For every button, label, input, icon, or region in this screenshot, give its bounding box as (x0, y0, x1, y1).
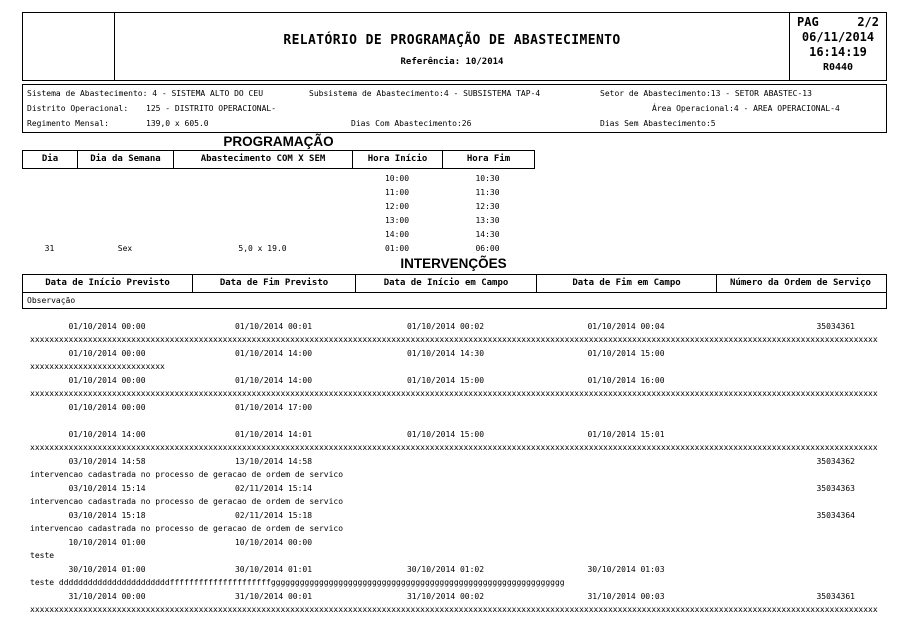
data-fim-previsto: 13/10/2014 14:58 (234, 457, 313, 466)
data-inicio-campo: 30/10/2014 01:02 (406, 565, 485, 574)
data-inicio-previsto: 10/10/2014 01:00 (68, 538, 146, 547)
cell-hora-inicio: 13:00 (384, 216, 410, 225)
pag-value: 2/2 (857, 15, 879, 29)
col-hora-inicio: Hora Início (353, 151, 443, 168)
data-inicio-previsto: 03/10/2014 15:18 (68, 511, 146, 520)
data-inicio-campo: 01/10/2014 00:02 (406, 322, 485, 331)
distrito-operacional-value: 125 - DISTRITO OPERACIONAL- (146, 104, 277, 113)
cell-abastecimento (173, 186, 352, 200)
report-date: 06/11/2014 (801, 30, 875, 44)
data-inicio-campo: 31/10/2014 00:02 (406, 592, 485, 601)
numero-ordem-servico (716, 401, 883, 414)
data-fim-campo: 01/10/2014 15:01 (587, 430, 665, 439)
col-dia: Dia (23, 151, 78, 168)
observacao-text: teste (30, 551, 55, 560)
info-band (22, 84, 887, 133)
cell-abastecimento (173, 214, 352, 228)
cell-dia (22, 186, 77, 200)
programacao-row (22, 172, 535, 186)
intervention-record (22, 455, 909, 482)
pag-label: PAG (797, 15, 819, 29)
cell-hora-inicio: 14:00 (384, 230, 410, 239)
numero-ordem-servico (716, 563, 883, 576)
observacao-text: xxxxxxxxxxxxxxxxxxxxxxxxxxxx (30, 362, 165, 371)
intervention-record (22, 482, 909, 509)
cell-abastecimento (173, 172, 352, 186)
cell-hora-fim: 11:30 (475, 188, 500, 197)
data-inicio-previsto: 01/10/2014 00:00 (68, 349, 146, 358)
intervention-record (22, 401, 909, 428)
data-inicio-previsto: 03/10/2014 15:14 (68, 484, 146, 493)
report-header (22, 12, 887, 81)
data-fim-previsto: 01/10/2014 14:00 (234, 376, 313, 385)
data-inicio-campo (355, 482, 536, 495)
col-data-fim-previsto: Data de Fim Previsto (193, 275, 356, 292)
reference-label: Referência: 10/2014 (400, 57, 504, 67)
col-data-inicio-campo: Data de Início em Campo (356, 275, 537, 292)
data-fim-campo (536, 536, 716, 549)
data-fim-campo (536, 401, 716, 414)
data-fim-campo (536, 509, 716, 522)
regimento-mensal-value: 139,0 x 605.0 (146, 119, 209, 128)
data-inicio-campo: 01/10/2014 14:30 (406, 349, 485, 358)
programacao-row (22, 242, 535, 256)
sistema-abastecimento: Sistema de Abastecimento: 4 - SISTEMA ALTO DO CEU (27, 89, 264, 98)
observacao-text: xxxxxxxxxxxxxxxxxxxxxxxxxxxxxxxxxxxxxxxxxxxxxxxxxxxxxxxxxxxxxxxxxxxxxxxxxxxxxxxxxxxxxxxxxxxxxxxxxxxxxxxxxxxxxxxxxxxxxxxxxxxxxxxxxxxxxxxxxxxxxxxxxxxxxxxxxxxxxxxxxxxxxxxxxxxxxxxx (30, 389, 878, 398)
data-inicio-previsto: 01/10/2014 00:00 (68, 376, 146, 385)
intervention-record (22, 347, 909, 374)
observacao-text: teste dddddddddddddddddddddddfffffffffffffffffffffggggggggggggggggggggggggggggggggggggggggggggggggggggggggggggg (30, 578, 565, 587)
data-fim-campo: 01/10/2014 16:00 (587, 376, 665, 385)
cell-hora-inicio: 12:00 (384, 202, 410, 211)
observacao-text: intervencao cadastrada no processo de geracao de ordem de servico (30, 497, 344, 506)
data-fim-previsto: 01/10/2014 14:01 (234, 430, 313, 439)
cell-dia: 31 (44, 244, 55, 253)
observacao-text: intervencao cadastrada no processo de geracao de ordem de servico (30, 470, 344, 479)
data-inicio-previsto: 01/10/2014 00:00 (68, 403, 146, 412)
cell-hora-inicio: 11:00 (384, 188, 410, 197)
numero-ordem-servico: 35034361 (816, 592, 855, 601)
programacao-row (22, 214, 535, 228)
data-fim-campo: 01/10/2014 00:04 (587, 322, 665, 331)
observacao-text: xxxxxxxxxxxxxxxxxxxxxxxxxxxxxxxxxxxxxxxxxxxxxxxxxxxxxxxxxxxxxxxxxxxxxxxxxxxxxxxxxxxxxxxxxxxxxxxxxxxxxxxxxxxxxxxxxxxxxxxxxxxxxxxxxxxxxxxxxxxxxxxxxxxxxxxxxxxxxxxxxxxxxxxxxxxxxxxx (30, 335, 878, 344)
col-abastecimento: Abastecimento COM X SEM (174, 151, 353, 168)
numero-ordem-servico: 35034362 (816, 457, 855, 466)
cell-dia (22, 214, 77, 228)
data-fim-previsto: 02/11/2014 15:14 (234, 484, 313, 493)
programacao-row (22, 228, 535, 242)
data-inicio-previsto: 30/10/2014 01:00 (68, 565, 146, 574)
cell-abastecimento (173, 228, 352, 242)
cell-dia (22, 200, 77, 214)
col-observacao: Observação (27, 296, 76, 305)
data-inicio-previsto: 01/10/2014 14:00 (68, 430, 146, 439)
intervention-record (22, 563, 909, 590)
data-fim-previsto: 31/10/2014 00:01 (234, 592, 313, 601)
numero-ordem-servico: 35034361 (816, 322, 855, 331)
cell-dia-semana (77, 200, 173, 214)
data-fim-previsto: 01/10/2014 14:00 (234, 349, 313, 358)
numero-ordem-servico (716, 347, 883, 360)
area-operacional: Área Operacional:4 - AREA OPERACIONAL-4 (652, 104, 840, 113)
programacao-row (22, 186, 535, 200)
data-inicio-campo: 01/10/2014 15:00 (406, 430, 485, 439)
col-data-fim-campo: Data de Fim em Campo (537, 275, 717, 292)
col-data-inicio-previsto: Data de Início Previsto (23, 275, 193, 292)
numero-ordem-servico: 35034364 (816, 511, 855, 520)
report-code: R0440 (822, 62, 854, 73)
page-title: RELATÓRIO DE PROGRAMAÇÃO DE ABASTECIMENTO (283, 33, 621, 48)
observacao-text: xxxxxxxxxxxxxxxxxxxxxxxxxxxxxxxxxxxxxxxxxxxxxxxxxxxxxxxxxxxxxxxxxxxxxxxxxxxxxxxxxxxxxxxxxxxxxxxxxxxxxxxxxxxxxxxxxxxxxxxxxxxxxxxxxxxxxxxxxxxxxxxxxxxxxxxxxxxxxxxxxxxxxxxxxxxxxxxx (30, 443, 878, 452)
setor-abastecimento: Setor de Abastecimento:13 - SETOR ABASTEC-13 (600, 89, 812, 98)
data-fim-campo: 31/10/2014 00:03 (587, 592, 665, 601)
report-time: 16:14:19 (809, 45, 867, 59)
cell-hora-fim: 12:30 (475, 202, 500, 211)
data-inicio-previsto: 31/10/2014 00:00 (68, 592, 146, 601)
data-fim-previsto: 30/10/2014 01:01 (234, 565, 313, 574)
cell-dia-semana (77, 186, 173, 200)
cell-hora-fim: 14:30 (475, 230, 500, 239)
data-fim-previsto: 01/10/2014 17:00 (234, 403, 313, 412)
cell-dia-semana (77, 172, 173, 186)
programacao-heading: PROGRAMAÇÃO (223, 134, 334, 149)
programacao-row (22, 200, 535, 214)
cell-hora-fim: 06:00 (475, 244, 500, 253)
data-inicio-previsto: 03/10/2014 14:58 (68, 457, 146, 466)
programacao-table-header (22, 150, 535, 169)
cell-hora-fim: 13:30 (475, 216, 500, 225)
numero-ordem-servico (716, 428, 883, 441)
title-cell (115, 13, 789, 80)
data-inicio-previsto: 01/10/2014 00:00 (68, 322, 146, 331)
regimento-mensal-label: Regimento Mensal: (27, 119, 109, 128)
data-inicio-campo: 01/10/2014 15:00 (406, 376, 485, 385)
logo-placeholder (23, 13, 115, 80)
intervention-record (22, 320, 909, 347)
intervencoes-records (22, 320, 909, 617)
dias-sem-abastecimento: Dias Sem Abastecimento:5 (600, 119, 716, 128)
data-fim-previsto: 02/11/2014 15:18 (234, 511, 313, 520)
data-fim-previsto: 10/10/2014 00:00 (234, 538, 313, 547)
cell-dia-semana (77, 214, 173, 228)
data-inicio-campo (355, 401, 536, 414)
numero-ordem-servico: 35034363 (816, 484, 855, 493)
numero-ordem-servico (716, 536, 883, 549)
observacao-text: intervencao cadastrada no processo de geracao de ordem de servico (30, 524, 344, 533)
distrito-operacional-label: Distrito Operacional: (27, 104, 129, 113)
intervention-record (22, 374, 909, 401)
page-info-cell (789, 13, 886, 80)
data-fim-campo (536, 482, 716, 495)
data-fim-campo: 30/10/2014 01:03 (587, 565, 665, 574)
cell-abastecimento: 5,0 x 19.0 (238, 244, 287, 253)
cell-dia-semana (77, 228, 173, 242)
cell-dia (22, 172, 77, 186)
data-fim-campo: 01/10/2014 15:00 (587, 349, 665, 358)
col-dia-semana: Dia da Semana (78, 151, 174, 168)
cell-hora-inicio: 01:00 (384, 244, 410, 253)
cell-abastecimento (173, 200, 352, 214)
cell-dia (22, 228, 77, 242)
intervention-record (22, 590, 909, 617)
intervencoes-table-header (22, 274, 887, 309)
cell-dia-semana: Sex (117, 244, 133, 253)
dias-com-abastecimento: Dias Com Abastecimento:26 (351, 119, 472, 128)
observacao-text (22, 414, 909, 428)
data-inicio-campo (355, 455, 536, 468)
subsistema-abastecimento: Subsistema de Abastecimento:4 - SUBSISTEMA TAP-4 (309, 89, 541, 98)
data-fim-previsto: 01/10/2014 00:01 (234, 322, 313, 331)
data-fim-campo (536, 455, 716, 468)
intervention-record (22, 509, 909, 536)
col-hora-fim: Hora Fim (466, 154, 511, 164)
cell-hora-inicio: 10:00 (384, 174, 410, 183)
data-inicio-campo (355, 536, 536, 549)
data-inicio-campo (355, 509, 536, 522)
numero-ordem-servico (716, 374, 883, 387)
intervention-record (22, 428, 909, 455)
intervencoes-heading: INTERVENÇÕES (400, 256, 507, 271)
cell-hora-fim: 10:30 (475, 174, 500, 183)
intervention-record (22, 536, 909, 563)
observacao-text: xxxxxxxxxxxxxxxxxxxxxxxxxxxxxxxxxxxxxxxxxxxxxxxxxxxxxxxxxxxxxxxxxxxxxxxxxxxxxxxxxxxxxxxxxxxxxxxxxxxxxxxxxxxxxxxxxxxxxxxxxxxxxxxxxxxxxxxxxxxxxxxxxxxxxxxxxxxxxxxxxxxxxxxxxxxxxxxx (30, 605, 878, 614)
col-numero-ordem-servico: Número da Ordem de Serviço (730, 278, 871, 288)
